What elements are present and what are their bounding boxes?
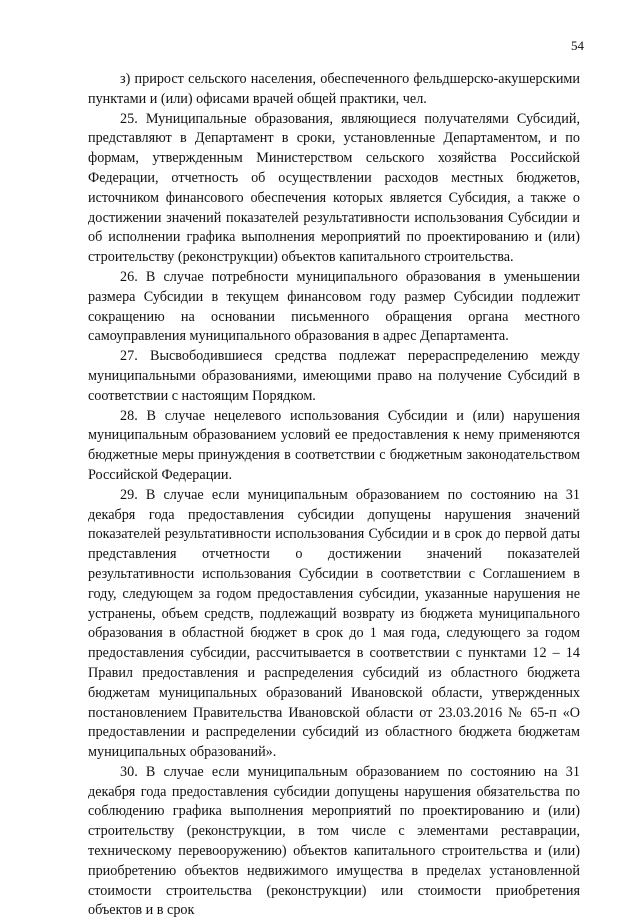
paragraph-28: 28. В случае нецелевого использования Субсидии и (или) нарушения муниципальным образованием условий ее предоставления к нему применяются бюджетные меры принуждения в соответствии с бюджетным законодательством Российской Федерации.	[88, 407, 580, 483]
paragraph-29: 29. В случае если муниципальным образованием по состоянию на 31 декабря года предоставления субсидии допущены нарушения значений показателей результативности использования Субсидии и в срок до первой даты представления отчетности о достижении значений показателей результативности использования Субсидии в соответствии с Соглашением в году, следующем за годом предоставления субсидии, указанные нарушения не устранены, объем средств, подлежащий возврату из бюджета муниципального образования в областной бюджет в срок до 1 мая года, следующего за годом предоставления субсидии, рассчитывается в соответствии с пунктами 12 – 14 Правил предоставления и распределения субсидий из областного бюджета бюджетам муниципальных образований Ивановской области, утвержденных постановлением Правительства Ивановской области от 23.03.2016 № 65-п «О предоставлении и распределении субсидий из областного бюджета бюджетам муниципальных образований».	[88, 486, 580, 761]
page-number: 54	[571, 38, 584, 53]
paragraph-26: 26. В случае потребности муниципального образования в уменьшении размера Субсидии в текущем финансовом году размер Субсидии подлежит сокращению на основании письменного обращения органа местного самоуправления муниципального образования в адрес Департамента.	[88, 268, 580, 345]
paragraph-30: 30. В случае если муниципальным образованием по состоянию на 31 декабря года предоставления субсидии допущены нарушения обязательства по соблюдению графика выполнения мероприятий по проектированию и (или) строительству (реконструкции, в том числе с элементами реставрации, техническому перевооружению) объектов капитального строительства и (или) приобретению объектов недвижимого имущества в пределах установленной стоимости строительства (реконструкции) или стоимости приобретения объектов и в срок	[88, 763, 580, 919]
document-body	[88, 70, 580, 921]
paragraph-25: 25. Муниципальные образования, являющиеся получателями Субсидий, представляют в Департамент в сроки, установленные Департаментом, и по формам, утвержденным Министерством сельского хозяйства Российской Федерации, отчетность об осуществлении расходов местных бюджетов, источником финансового обеспечения которых является Субсидия, а также о достижении значений показателей результативности использования Субсидии и об исполнении графика выполнения мероприятий по проектированию и (или) строительству (реконструкции) объектов капитального строительства.	[88, 110, 580, 266]
paragraph-item-z: з) прирост сельского населения, обеспеченного фельдшерско-акушерскими пунктами и (или) офисами врачей общей практики, чел.	[88, 71, 580, 107]
paragraph-27: 27. Высвободившиеся средства подлежат перераспределению между муниципальными образованиями, имеющими право на получение Субсидий в соответствии с настоящим Порядком.	[88, 348, 580, 404]
